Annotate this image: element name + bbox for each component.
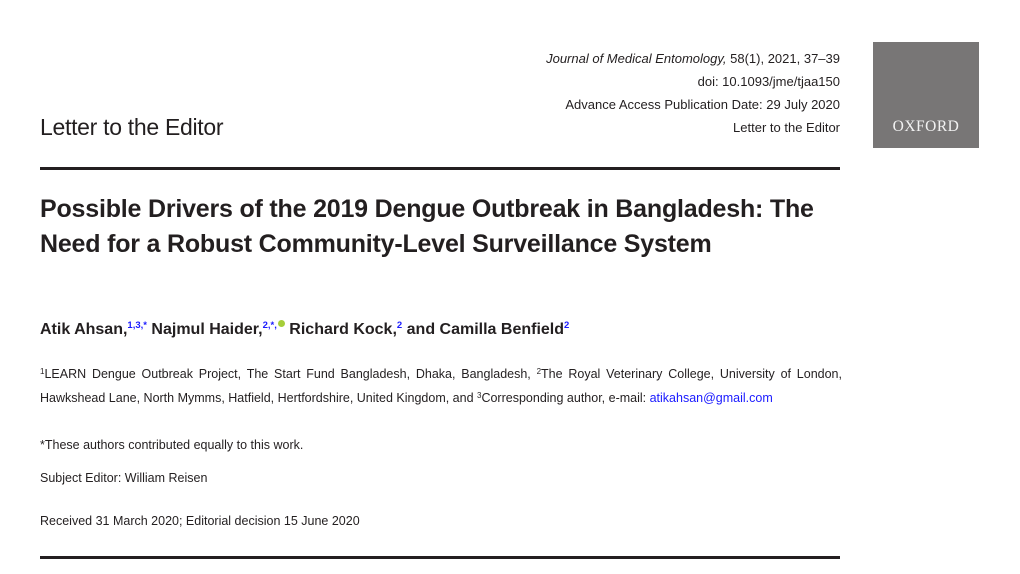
received-dates: Received 31 March 2020; Editorial decision 15 June 2020 bbox=[40, 514, 360, 528]
subject-editor: Subject Editor: William Reisen bbox=[40, 471, 208, 485]
author-name[interactable]: Camilla Benfield bbox=[439, 321, 565, 338]
author-name[interactable]: Najmul Haider, bbox=[151, 321, 263, 338]
journal-citation bbox=[546, 47, 840, 70]
author-affiliation-mark[interactable]: 1,3,* bbox=[127, 320, 147, 331]
author-name[interactable]: Richard Kock, bbox=[289, 321, 397, 338]
affiliation-mark: 1 bbox=[40, 367, 45, 376]
author-affiliation-mark[interactable]: 2,*, bbox=[262, 320, 277, 331]
bottom-divider bbox=[40, 556, 840, 559]
oxford-logo-text: OXFORD bbox=[892, 118, 960, 135]
article-type: Letter to the Editor bbox=[733, 120, 840, 135]
author-conjunction: and bbox=[406, 321, 440, 338]
author-name[interactable]: Atik Ahsan, bbox=[40, 321, 128, 338]
oxford-logo[interactable] bbox=[873, 42, 979, 148]
email-link[interactable]: atikahsan@gmail.com bbox=[649, 391, 773, 405]
publication-date: Advance Access Publication Date: 29 July 2020 bbox=[565, 97, 840, 112]
affiliations bbox=[40, 361, 842, 409]
doi[interactable]: doi: 10.1093/jme/tjaa150 bbox=[697, 74, 840, 89]
author-list bbox=[40, 320, 569, 339]
article-metadata bbox=[546, 47, 840, 139]
equal-contribution-note: *These authors contributed equally to this work. bbox=[40, 438, 304, 452]
affiliation-text: LEARN Dengue Outbreak Project, The Start Fund Bangladesh, Dhaka, Bangladesh, bbox=[44, 367, 537, 381]
article-title: Possible Drivers of the 2019 Dengue Outbreak in Bangladesh: The Need for a Robust Community-Level Surveillance System bbox=[40, 195, 814, 258]
affiliation-text: The Royal Veterinary College, University of London, Hawkshead Lane, North Mymms, Hatfield, Hertfordshire, United Kingdom, and bbox=[40, 367, 842, 405]
affiliation-mark: 2 bbox=[536, 367, 542, 376]
orcid-icon[interactable] bbox=[278, 320, 285, 327]
section-label: Letter to the Editor bbox=[40, 114, 224, 140]
top-divider bbox=[40, 167, 840, 170]
author-affiliation-mark[interactable]: 2 bbox=[564, 320, 570, 331]
citation-numbers: 58(1), 2021, 37–39 bbox=[726, 51, 840, 66]
author-affiliation-mark[interactable]: 2 bbox=[396, 320, 403, 331]
journal-name: Journal of Medical Entomology, bbox=[546, 51, 727, 66]
affiliation-mark: 3 bbox=[477, 391, 482, 400]
affiliation-text: Corresponding author, e-mail: bbox=[481, 391, 650, 405]
